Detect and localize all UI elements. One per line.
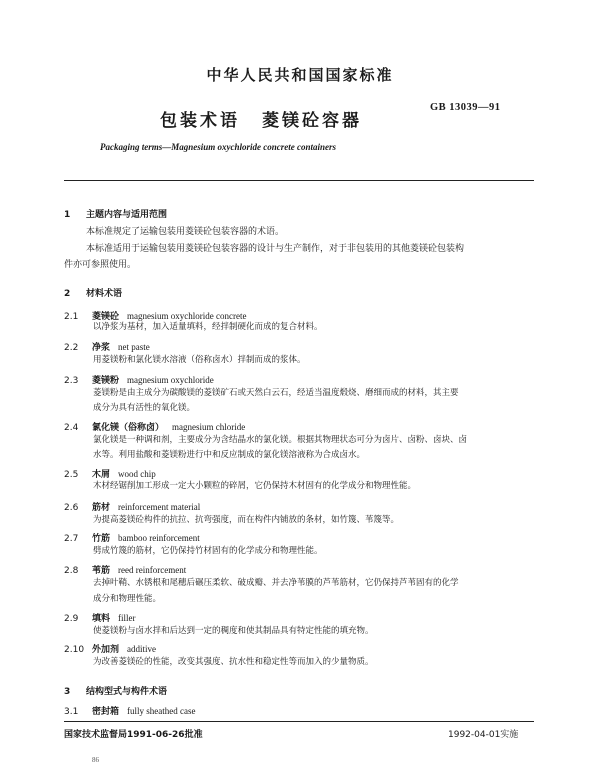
section-title: 材料术语: [86, 289, 123, 299]
term-zh: 木屑: [92, 470, 111, 480]
term-en: additive: [127, 644, 157, 654]
term-zh: 外加剂: [92, 645, 120, 655]
title-part-2: 菱镁砼容器: [262, 111, 362, 131]
term-2-8-def-line-2: 成分和物理性能。: [93, 594, 162, 604]
term-2-3-def-line-2: 成分为具有活性的氧化镁。: [93, 403, 196, 413]
term-2-1-def: 以净浆为基材，加入适量填料，经拌制硬化而成的复合材料。: [93, 322, 323, 332]
term-number: 2.6: [64, 503, 79, 513]
term-en: wood chip: [118, 469, 156, 479]
term-2-7: [64, 531, 200, 544]
term-en: magnesium oxychloride: [127, 375, 214, 385]
term-2-2: [64, 340, 150, 353]
term-number: 3.1: [64, 707, 79, 717]
section-3-heading: [64, 684, 167, 697]
section-1-para-2-line-1: 本标准适用于运输包装用菱镁砼包装容器的设计与生产制作，对于非包装用的其他菱镁砼包装构: [86, 244, 465, 254]
section-number: 1: [64, 210, 71, 220]
term-number: 2.4: [64, 423, 79, 433]
term-2-5: [64, 467, 156, 480]
term-number: 2.5: [64, 470, 79, 480]
term-number: 2.9: [64, 614, 79, 624]
document-title-en: Packaging terms—Magnesium oxychloride concrete containers: [100, 142, 336, 152]
implementation-date: 1992-04-01实施: [448, 730, 519, 740]
section-number: 3: [64, 687, 71, 697]
standard-code: GB 13039—91: [430, 102, 501, 113]
term-en: reed reinforcement: [118, 565, 187, 575]
term-2-4-def-line-1: 氯化镁是一种调和剂，主要成分为含结晶水的氯化镁。根据其物理状态可分为卤片、卤粉、卤块、卤: [93, 435, 468, 445]
term-zh: 竹筋: [92, 534, 111, 544]
term-en: magnesium oxychloride concrete: [127, 311, 247, 321]
header-divider: [64, 180, 534, 181]
term-zh: 净浆: [92, 343, 111, 353]
section-1-para-2-line-2: 件亦可参照使用。: [64, 260, 137, 270]
term-3-1: [64, 704, 196, 717]
term-en: magnesium chloride: [172, 422, 246, 432]
section-title: 结构型式与构件术语: [86, 687, 168, 697]
term-2-6: [64, 500, 200, 513]
term-2-9-def: 使菱镁粉与卤水拌和后达到一定的稠度和使其制品具有特定性能的填充物。: [93, 626, 374, 636]
term-zh: 筋材: [92, 503, 111, 513]
section-1-heading: [64, 207, 167, 220]
term-2-10: [64, 642, 156, 655]
section-1-para-1: 本标准规定了运输包装用菱镁砼包装容器的术语。: [86, 227, 285, 237]
term-en: reinforcement material: [118, 502, 201, 512]
term-2-4: [64, 420, 245, 433]
term-en: bamboo reinforcement: [118, 533, 200, 543]
term-2-3: [64, 373, 214, 386]
page-number: 86: [92, 756, 99, 764]
term-zh: 氯化镁（俗称卤）: [92, 423, 165, 433]
section-title: 主题内容与适用范围: [86, 210, 168, 220]
term-zh: 苇筋: [92, 566, 111, 576]
term-number: 2.3: [64, 376, 79, 386]
term-zh: 密封箱: [92, 707, 120, 717]
term-en: net paste: [118, 342, 150, 352]
term-2-3-def-line-1: 菱镁粉是由主成分为碳酸镁的菱镁矿石或天然白云石，经适当温度煅烧、磨细而成的材料，其主要: [93, 388, 459, 398]
approval-date: 国家技术监督局1991-06-26批准: [64, 730, 203, 740]
title-part-1: 包装术语: [160, 111, 240, 131]
term-2-7-def: 劈成竹篾的筋材，它仍保持竹材固有的化学成分和物理性能。: [93, 546, 323, 556]
term-zh: 填料: [92, 614, 111, 624]
term-2-5-def: 木材经锯削加工形成一定大小颗粒的碎屑，它仍保持木材固有的化学成分和物理性能。: [93, 481, 417, 491]
standard-org-title: 中华人民共和国国家标准: [206, 66, 394, 84]
term-2-10-def: 为改善菱镁砼的性能，改变其强度、抗水性和稳定性等而加入的少量物质。: [93, 657, 374, 667]
term-en: filler: [118, 613, 136, 623]
term-zh: 菱镁粉: [92, 376, 120, 386]
term-2-8-def-line-1: 去掉叶鞘、水锈根和尾穗后碾压柔软、破成瓣、并去净苇膜的芦苇筋材，它仍保持芦苇固有的化学: [93, 578, 459, 588]
footer-divider: [64, 721, 534, 722]
term-number: 2.8: [64, 566, 79, 576]
term-number: 2.1: [64, 312, 79, 322]
term-2-8: [64, 563, 186, 576]
section-number: 2: [64, 289, 71, 299]
term-number: 2.10: [64, 645, 85, 655]
document-title-cn: [160, 106, 362, 131]
term-2-4-def-line-2: 水等。利用盐酸和菱镁粉进行中和反应制成的氯化镁溶液称为合成卤水。: [93, 450, 366, 460]
term-2-6-def: 为提高菱镁砼构件的抗拉、抗弯强度，而在构件内铺放的条材，如竹篾、苇篾等。: [93, 515, 400, 525]
term-en: fully sheathed case: [127, 706, 196, 716]
section-2-heading: [64, 286, 122, 299]
term-number: 2.2: [64, 343, 79, 353]
term-number: 2.7: [64, 534, 79, 544]
term-2-2-def: 用菱镁粉和氯化镁水溶液（俗称卤水）拌制而成的浆体。: [93, 355, 306, 365]
term-2-9: [64, 611, 136, 624]
term-zh: 菱镁砼: [92, 312, 120, 322]
